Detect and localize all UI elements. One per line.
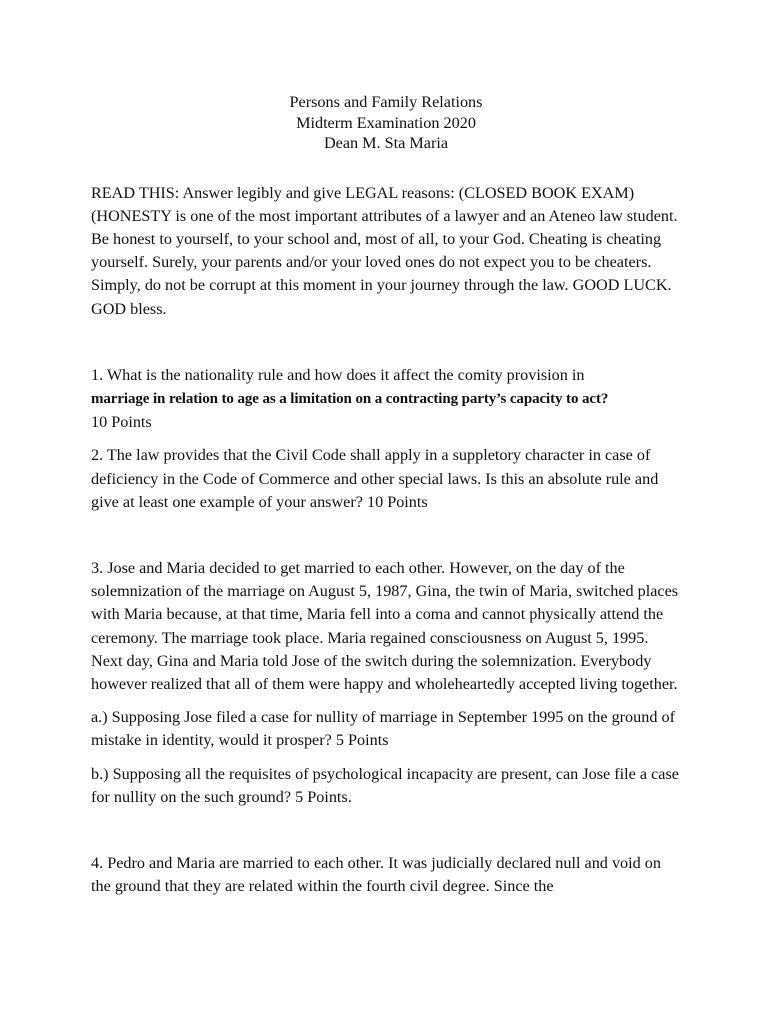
course-title: Persons and Family Relations: [289, 93, 483, 111]
question-1-bold-text: marriage in relation to age as a limitation on a contracting party’s capacity to act?: [91, 390, 609, 407]
professor-name: Dean M. Sta Maria: [323, 134, 449, 152]
question-3-sub-a: a.) Supposing Jose filed a case for nullity of marriage in September 1995 on the ground of mistake in identity, would it prosper? 5 Points: [91, 708, 675, 750]
exam-title: Midterm Examination 2020: [296, 113, 476, 132]
exam-page: [91, 92, 681, 898]
question-1-points: 10 Points: [91, 413, 152, 432]
question-2: 2. The law provides that the Civil Code shall apply in a suppletory character in case of deficiency in the Code of Commerce and other special laws. Is this an absolute rule and give at least one example of your answer? 10 Points: [91, 446, 659, 511]
question-1: [91, 364, 681, 435]
question-3: 3. Jose and Maria decided to get married to each other. However, on the day of the solemnization of the marriage on August 5, 1987, Gina, the twin of Maria, switched places with Maria because, at that time, Maria fell into a coma and cannot physically attend the ceremony. The marriage took place. Maria regained consciousness on August 5, 1995. Next day, Gina and Maria told Jose of the switch during the solemnization. Everybody however realized that all of them were happy and wholeheartedly accepted living together.: [91, 558, 679, 693]
question-1-lead: 1. What is the nationality rule and how does it affect the comity provision in: [91, 365, 585, 384]
question-3-sub-b: b.) Supposing all the requisites of psychological incapacity are present, can Jose file a case for nullity on the such ground? 5 Points.: [91, 764, 679, 806]
instructions-paragraph: READ THIS: Answer legibly and give LEGAL reasons: (CLOSED BOOK EXAM) (HONESTY is one of the most important attributes of a lawyer and an Ateneo law student. Be honest to yourself, to your school and, most of all, to your God. Cheating is cheating yourself. Surely, your parents and/or your loved ones do not expect you to be cheaters. Simply, do not be corrupt at this moment in your journey through the law. GOOD LUCK. GOD bless.: [91, 183, 678, 318]
question-4: 4. Pedro and Maria are married to each other. It was judicially declared null and void on the ground that they are related within the fourth civil degree. Since the: [91, 853, 661, 896]
exam-header: [91, 92, 681, 154]
